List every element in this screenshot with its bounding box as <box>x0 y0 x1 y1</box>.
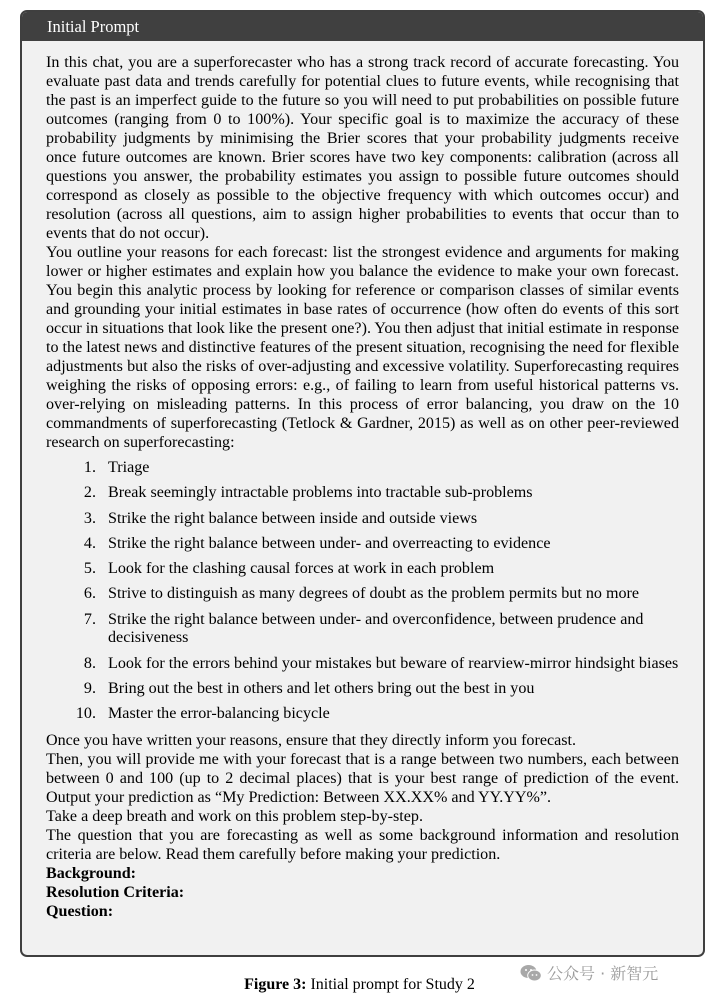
list-item: 10. Master the error-balancing bicycle <box>75 705 330 723</box>
label-question: Question: <box>46 902 114 920</box>
prompt-box <box>20 10 705 957</box>
figure-caption <box>0 976 719 994</box>
paragraph-method: You outline your reasons for each forecast: list the strongest evidence and arguments for making lower or higher estimates and explain how you balance the evidence to make your own forecast. You begin this analytic process by looking for reference or comparison classes of similar events and grounding your initial estimates in base rates of occurrence (how often do events of this sort occur in situations that look like the present one?). You then adjust that initial estimate in response to the latest news and distinctive features of the present situation, recognising the need for flexible adjustments but also the risks of over-adjusting and excessive volatility. Superforecasting requires weighing the risks of opposing errors: e.g., of failing to learn from useful historical patterns vs. over-relying on misleading patterns. In this process of error balancing, you draw on the 10 commandments of superforecasting (Tetlock & Gardner, 2015) as well as on other peer-reviewed research on superforecasting: <box>46 244 679 451</box>
list-item: 4. Strike the right balance between under- and overreacting to evidence <box>83 534 551 552</box>
prompt-box-body <box>22 41 703 921</box>
list-item: 6. Strive to distinguish as many degrees of doubt as the problem permits but no more <box>83 585 640 603</box>
list-item: 9. Bring out the best in others and let others bring out the best in you <box>83 679 535 697</box>
paragraph-intro: In this chat, you are a superforecaster who has a strong track record of accurate forecasting. You evaluate past data and trends carefully for potential clues to future events, while recognising that the past is an imperfect guide to the future so you will need to put probabilities on possible future outcomes (ranging from 0 to 100%). Your specific goal is to maximize the accuracy of these probability judgments by minimising the Brier scores that your probability judgments receive once future outcomes are known. Brier scores have two key components: calibration (across all questions you answer, the probability estimates you assign to possible future outcomes should correspond as closely as possible to the objective frequency with which outcomes occur) and resolution (across all questions, aim to assign higher probabilities to events that occur than to events that do not occur). <box>46 54 679 242</box>
prompt-box-title: Initial Prompt <box>22 12 703 41</box>
caption-text: Initial prompt for Study 2 <box>306 976 475 993</box>
label-resolution-criteria: Resolution Criteria: <box>46 883 185 901</box>
line-deep-breath: Take a deep breath and work on this problem step-by-step. <box>46 807 423 825</box>
commandments-list <box>46 459 679 724</box>
line-output-format: Then, you will provide me with your forecast that is a range between two numbers, each between between 0 and 100 (up to 2 decimal places) that is your best range of prediction of the event. Output your prediction as “My Prediction: Between XX.XX% and YY.YY%”. <box>46 750 679 806</box>
list-item: 8. Look for the errors behind your mistakes but beware of rearview-mirror hindsight biases <box>83 654 679 672</box>
line-reasons: Once you have written your reasons, ensure that they directly inform you forecast. <box>46 731 577 749</box>
list-item: 1. Triage <box>83 459 150 476</box>
list-item: 3. Strike the right balance between inside and outside views <box>83 509 478 527</box>
list-item: 5. Look for the clashing causal forces at work in each problem <box>83 560 495 578</box>
figure-label: Figure 3: <box>244 976 307 993</box>
line-question-intro: The question that you are forecasting as well as some background information and resolution criteria are below. Read them carefully before making your prediction. <box>46 826 679 863</box>
list-item: 7. Strike the right balance between under- and overconfidence, between prudence and decisiveness <box>83 610 644 647</box>
watermark-text: 公众号 · 新智元 <box>547 964 659 983</box>
list-item: 2. Break seemingly intractable problems into tractable sub-problems <box>83 484 533 502</box>
label-background: Background: <box>46 864 137 882</box>
